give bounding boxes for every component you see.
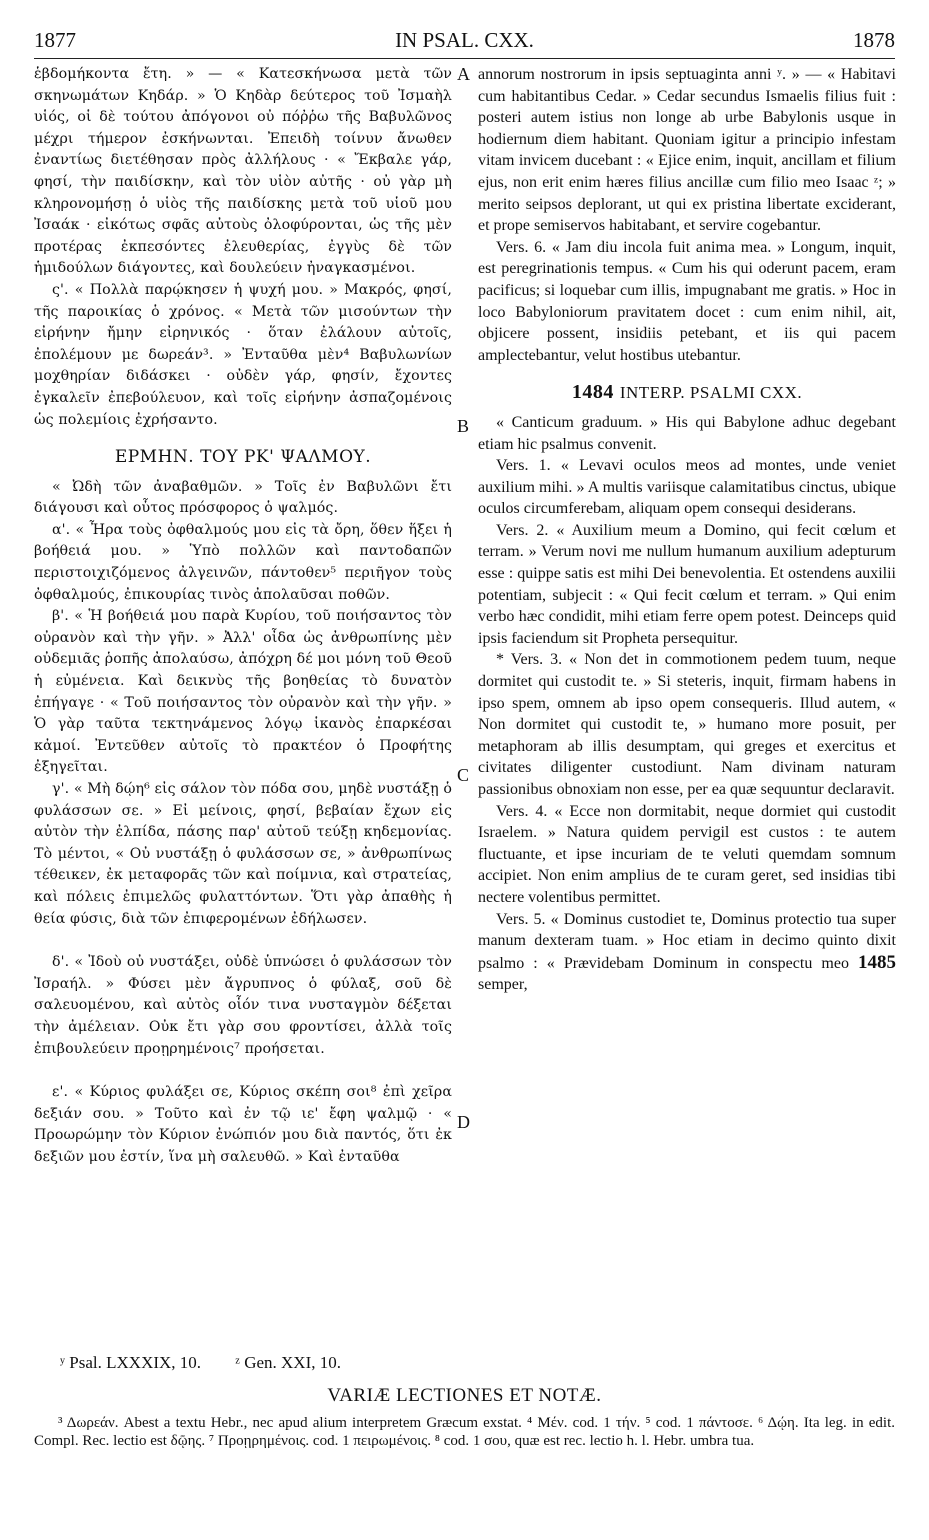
greek-paragraph: « Ὠδὴ τῶν ἀναβαθμῶν. » Τοῖς ἐν Βαβυλῶνι ἔτι διάγουσι καὶ οὗτος πρόσφορος ὁ ψαλμός.	[34, 478, 452, 517]
margin-marker-d: D	[457, 1112, 470, 1132]
page-number-right: 1878	[853, 28, 895, 52]
latin-paragraph: Vers. 6. « Jam diu incola fuit anima mea. » Longum, inquit, est peregrinationis tempus. « Cum his qui oderunt pacem, eram pacificus; si loquebar cum illis, impugnabant me gratis. » Hoc in loco Babyloniorum pravitatem docet : cum enim nihil, ait, objicere possent, insidiis petebant, et iis qui pacem amplectebantur, velut hostibus utebantur.	[478, 238, 896, 364]
greek-paragraph: ε'. « Κύριος φυλάξει σε, Κύριος σκέπη σοι⁸ ἐπὶ χεῖρα δεξιάν σου. » Τοῦτο καὶ ἐν τῷ ιε' ἔφη ψαλμῷ · « Προωρώμην τὸν Κύριον ἐνώπιόν μου διὰ παντός, ὅτι ἐκ δεξιῶν μου ἐστίν, ἵνα μὴ σαλευθῶ. » Καὶ ἐνταῦθα	[34, 1084, 452, 1165]
latin-text: Vers. 5. « Dominus custodiet te, Dominus protectio tua super manum dexteram tuam. » Hoc etiam in decimo quinto dixit psalmo : « Prævidebam Dominum in conspectu meo	[478, 910, 896, 972]
latin-paragraph	[478, 909, 896, 996]
greek-paragraph: α'. « Ἦρα τοὺς ὀφθαλμούς μου εἰς τὰ ὄρη, ὅθεν ἥξει ἡ βοήθειά μου. » Ὑπὸ πολλῶν καὶ παντοδαπῶν περιστοιχιζόμενος ἀλγεινῶν, πάντοθεν⁵ περιῆγον τοὺς ὀφθαλμούς, ἐπικουρίας τινὸς ἀπολαῦσαι ποθῶν.	[34, 521, 452, 603]
greek-paragraph: γ'. « Μὴ δῴη⁶ εἰς σάλον τὸν πόδα σου, μηδὲ νυστάξῃ ὁ φυλάσσων σε. » Εἰ μείνοις, φησί, βεβαίαν ἔχων εἰς αὐτὸν τὴν ἐλπίδα, πάσης παρ' αὐτοῦ τεύξῃ κηδεμονίας. Τὸ μέντοι, « Οὐ νυστάξῃ ὁ φυλάσσων σε, » ἀνθρωπίνως τέθεικεν, ἐκ μεταφορᾶς τῶν καὶ ποίμνια, καὶ στρατείας, καὶ πόλεις ἐπιμελῶς φυλαττόντων. Ὅτι γὰρ ἀπαθὴς ἡ θεία φύσις, διὰ τῶν ἐπιφερομένων ἐδήλωσεν.	[34, 781, 452, 927]
variae-text: ³ Δωρεάν. Abest a textu Hebr., nec apud alium interpretem Græcum exstat. ⁴ Μέν. cod. 1 τήν. ⁵ cod. 1 πάντοσε. ⁶ Δῴη. Ita leg. in edit. Compl. Rec. lectio est δῷης. ⁷ Προῃρημένοις. cod. 1 πειρωμένοις. ⁸ cod. 1 σου, quæ est rec. lectio h. l. Hebr. umbra tua.	[34, 1415, 895, 1449]
latin-paragraph: « Canticum graduum. » His qui Babylone adhuc degebant etiam hic psalmus convenit.	[478, 413, 896, 453]
greek-paragraph: δ'. « Ἰδοὺ οὐ νυστάξει, οὐδὲ ὑπνώσει ὁ φυλάσσων τὸν Ἰσραήλ. » Φύσει μὲν ἄγρυπνος ὁ φύλαξ, σοῦ δὲ σαλευομένου, καὶ αὐτὸς οἷόν τινα νυσταγμὸν δέξεται τὴν ἀμέλειαν. Οὐκ ἔτι γὰρ σου φροντίσει, ἀλλὰ τοῖς ἐπιβουλεύειν προῃρημένοις⁷ προήσεται.	[34, 954, 452, 1057]
latin-paragraph: Vers. 1. « Levavi oculos meos ad montes, unde veniet auxilium mihi. » A multis variisque calamitatibus cinctus, ubique oculos circumferebam, aliquam opem consequi desiderans.	[478, 457, 896, 518]
latin-title-text: INTERP. PSALMI CXX.	[619, 383, 803, 403]
margin-marker-b: B	[457, 416, 470, 436]
running-title: IN PSAL. CXX.	[395, 28, 534, 52]
greek-paragraph: β'. « Ἡ βοήθειά μου παρὰ Κυρίου, τοῦ ποιήσαντος τὸν οὐρανὸν καὶ τὴν γῆν. » Ἀλλ' οἶδα ὡς ἀνθρωπίνης μὲν οὐδεμιᾶς ῥοπῆς ἀπολαύσω, ἀπόχρη δέ μοι μόνη τοῦ Θεοῦ ἡ εὐμένεια. Καὶ δεικνὺς τῆς βοηθείας τὸ δυνατὸν ἐπήγαγε · « Τοῦ ποιήσαντος τὸν οὐρανὸν καὶ τὴν γῆν. » Ὁ γὰρ ταῦτα τεκτηνάμενος λόγῳ ἱκανὸς ἐπαρκέσαι κἀμοί. Ἐντεῦθεν αὐτοῖς τὸ πρακτέον ὁ Προφήτης ἐξηγεῖται.	[34, 608, 452, 776]
footnote-y: ʸ Psal. LXXXIX, 10.	[60, 1353, 202, 1372]
latin-paragraph: Vers. 2. « Auxilium meum a Domino, qui fecit cœlum et terram. » Verum novi me nullum humanum auxilium adepturum esse : quippe satis est mihi Dei benevolentia. Et ostendens auxilii potentiam, subjecit : « Qui fecit cœlum et terram. » Qui enim verbo hæc condidit, mihi etiam ferre opem potest. Deinceps quid ipsis faciendum sit Propheta persequitur.	[478, 521, 896, 647]
latin-paragraph: * Vers. 3. « Non det in commotionem pedem tuum, neque dormitet qui custodit te. » Si steteris, inquit, firmam habens in ipso spem, omnem ab ipso opem consequeris. Illud autem, « Non dormitet qui custodit te, » humano more posuit, per metaphoram ab illis desumptam, qui greges et exercitus et civitates diligenter custodiunt. Nam divinam naturam passionibus obnoxiam non esse, per ea quæ sequuntur declaravit.	[478, 651, 896, 798]
footnote-z: ᶻ Gen. XXI, 10.	[235, 1353, 341, 1372]
latin-paragraph: Vers. 4. « Ecce non dormitabit, neque dormiet qui custodit Israelem. » Natura quidem pervigil est custos : te autem fluctuante, et ipse incuriam de te veluti quemdam somnum accipiet. Non enim amplius de te curam geret, sed insidias tibi nectere volentibus permittet.	[478, 802, 896, 906]
column-number: 1484	[571, 381, 614, 404]
latin-paragraph: annorum nostrorum in ipsis septuaginta anni ʸ. » — « Habitavi cum habitantibus Cedar. » Cedar secundus Ismaelis filius fuit : posteri autem istius non longe ab urbe Babylonis usque in hodiernum diem habitant. Quoniam igitur a principio infestam vitam invicem ducebant : « Ejice enim, inquit, ancillam et filium ejus, non erit enim hæres filius ancillæ cum filio meo Isaac ᶻ; » merito seipsos deplorant, ut qui ex pristina libertate exciderant, et prope semiservos habitabant, et servire cogebantur.	[478, 66, 896, 235]
variae-notes	[34, 1414, 895, 1450]
page-number-left: 1877	[34, 28, 76, 52]
greek-section-title: ΕΡΜΗΝ. ΤΟΥ ΡΚ' ΨΑΛΜΟΥ.	[114, 447, 372, 468]
running-header	[34, 28, 895, 59]
source-footnotes	[60, 1353, 371, 1373]
latin-text: semper,	[478, 976, 528, 994]
latin-section-title	[478, 382, 896, 404]
greek-paragraph: ς'. « Πολλὰ παρῴκησεν ἡ ψυχή μου. » Μακρός, φησί, τῆς παροικίας ὁ χρόνος. « Μετὰ τῶν μισούντων τὴν εἰρήνην ἤμην εἰρηνικός · ὅταν ἐλάλουν αὐτοῖς, ἐπολέμουν με δωρεάν³. » Ἐνταῦθα μὲν⁴ Βαβυλωνίων μοχθηρίαν διδάσκει · οὐδὲν γάρ, φησίν, ἔχοντες ἐγκαλεῖν ἐπεβούλευον, καὶ τοῖς εἰρήνην ἀσπαζομένοις ὡς πολεμίοις ἐχρήσαντο.	[34, 281, 452, 428]
margin-marker-c: C	[457, 765, 470, 785]
greek-column	[34, 64, 452, 1169]
margin-marker-a: A	[457, 64, 470, 84]
latin-column	[478, 64, 896, 996]
column-number: 1485	[858, 951, 897, 973]
variae-title: VARIÆ LECTIONES ET NOTÆ.	[327, 1385, 602, 1406]
greek-paragraph: ἑβδομήκοντα ἔτη. » — « Κατεσκήνωσα μετὰ τῶν σκηνωμάτων Κηδάρ. » Ὁ Κηδὰρ δεύτερος τοῦ Ἰσμαὴλ υἱός, οἱ δὲ τούτου ἀπόγονοι οὐ πόῤῥω τῆς Βαβυλῶνος μέχρι τήμερον ἐσκήνωνται. Ἐπειδὴ τοίνυν ἄνωθεν ἐναντίως διετέθησαν πρὸς ἀλλήλους · « Ἔκβαλε γάρ, φησί, τὴν παιδίσκην, καὶ τὸν υἱὸν αὐτῆς · οὐ γὰρ μὴ κληρονομήσῃ ὁ υἱὸς τῆς παιδίσκης μετὰ τοῦ υἱοῦ μου Ἰσαάκ · εἰκότως σφᾶς αὐτοὺς ὀλοφύρονται, ὡς τῆς μὲν προτέρας ἐκπεσόντες ἐλευθερίας, ἐγγὺς δὲ τῶν ἡμιδούλων διάγοντες, καὶ δουλεύειν ἠναγκασμένοι.	[34, 66, 452, 277]
